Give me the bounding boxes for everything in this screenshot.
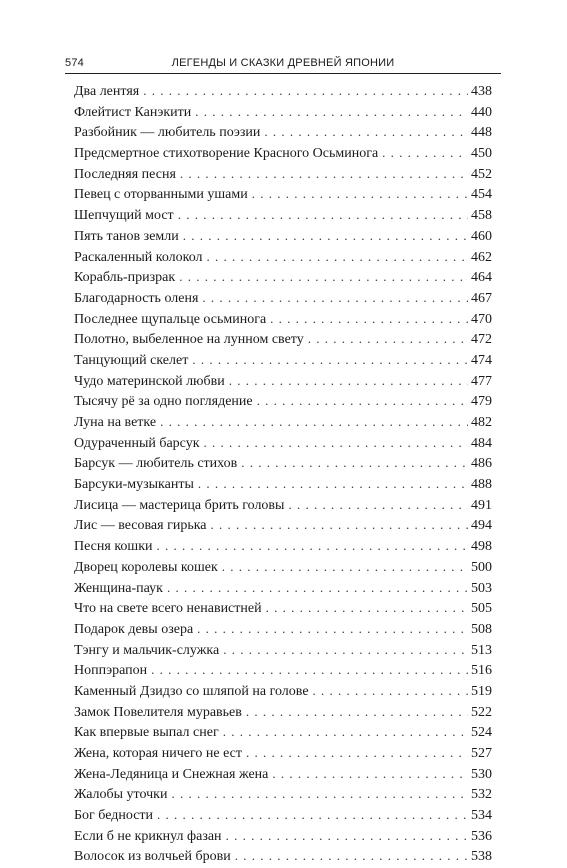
toc-entry — [74, 764, 492, 785]
toc-entry-page: 470 — [471, 311, 492, 327]
dot-leader — [288, 495, 468, 516]
toc-entry — [74, 329, 492, 350]
toc-entry — [74, 205, 492, 226]
dot-leader — [252, 184, 468, 205]
toc-entry — [74, 102, 492, 123]
toc-entry — [74, 660, 492, 681]
toc-entry-page: 450 — [471, 146, 492, 162]
toc-entry-title: Разбойник — любитель поэзии — [74, 125, 261, 141]
toc-entry — [74, 536, 492, 557]
toc-entry-page: 438 — [471, 84, 492, 99]
toc-entry-page: 462 — [471, 249, 492, 265]
toc-entry-page: 448 — [471, 125, 492, 141]
toc-entry-title: Замок Повелителя муравьев — [74, 704, 242, 720]
toc-entry-title: Танцующий скелет — [74, 352, 189, 368]
toc-entry-page: 527 — [471, 746, 492, 761]
toc-entry-page: 479 — [471, 394, 492, 410]
dot-leader — [313, 681, 468, 702]
toc-entry-page: 458 — [471, 208, 492, 224]
dot-leader — [382, 143, 468, 164]
toc-entry-page: 498 — [471, 539, 492, 555]
toc-entry — [74, 805, 492, 826]
toc-entry — [74, 184, 492, 205]
toc-entry — [74, 412, 492, 433]
toc-entry-page: 454 — [471, 187, 492, 203]
toc-entry-title: Жена-Ледяница и Снежная жена — [74, 766, 269, 782]
toc-entry-page: 513 — [471, 642, 492, 658]
toc-entry — [74, 515, 492, 536]
toc-entry-title: Последнее щупальце осьминога — [74, 311, 267, 327]
toc-entry-title: Каменный Дзидзо со шляпой на голове — [74, 683, 309, 699]
dot-leader — [272, 764, 468, 785]
dot-leader — [180, 164, 468, 185]
toc-entry-page: 508 — [471, 621, 492, 637]
toc-entry-title: Певец с оторванными ушами — [74, 187, 248, 203]
toc-entry — [74, 640, 492, 661]
toc-entry — [74, 846, 492, 867]
toc-entry-page: 477 — [471, 373, 492, 389]
toc-entry — [74, 164, 492, 185]
page-number: 574 — [65, 57, 84, 69]
dot-leader — [246, 743, 468, 764]
toc-entry — [74, 681, 492, 702]
dot-leader — [156, 536, 468, 557]
toc-entry — [74, 453, 492, 474]
toc-entry-page: 452 — [471, 166, 492, 182]
toc-entry — [74, 598, 492, 619]
dot-leader — [160, 412, 468, 433]
toc-entry-page: 519 — [471, 683, 492, 699]
toc-entry — [74, 288, 492, 309]
toc-entry-page: 488 — [471, 477, 492, 493]
toc-entry-page: 491 — [471, 497, 492, 513]
toc-entry-page: 538 — [471, 849, 492, 865]
toc-entry-page: 524 — [471, 725, 492, 741]
toc-entry — [74, 474, 492, 495]
toc-entry-title: Последняя песня — [74, 166, 176, 182]
dot-leader — [151, 660, 468, 681]
toc-entry-title: Лисица — мастерица брить головы — [74, 497, 285, 513]
dot-leader — [235, 846, 468, 867]
toc-entry-page: 532 — [471, 787, 492, 803]
toc-entry-title: Одураченный барсук — [74, 435, 200, 451]
dot-leader — [204, 433, 468, 454]
toc-entry — [74, 143, 492, 164]
toc-entry — [74, 371, 492, 392]
toc-entry-title: Как впервые выпал снег — [74, 725, 219, 741]
dot-leader — [266, 598, 468, 619]
toc-entry-title: Что на свете всего ненавистней — [74, 601, 262, 617]
running-title: ЛЕГЕНДЫ И СКАЗКИ ДРЕВНЕЙ ЯПОНИИ — [171, 57, 395, 69]
toc-entry-page: 440 — [471, 104, 492, 120]
toc-entry-title: Полотно, выбеленное на лунном свету — [74, 332, 304, 348]
toc-entry-title: Корабль-призрак — [74, 270, 176, 286]
toc-entry-title: Барсуки-музыканты — [74, 477, 194, 493]
toc-entry-title: Шепчущий мост — [74, 208, 174, 224]
toc-entry-title: Предсмертное стихотворение Красного Осьминога — [74, 146, 379, 162]
toc-entry-title: Два лентяя — [74, 84, 140, 99]
toc-entry-page: 516 — [471, 663, 492, 679]
toc-entry — [74, 784, 492, 805]
dot-leader — [167, 578, 468, 599]
toc-entry — [74, 743, 492, 764]
dot-leader — [226, 826, 468, 847]
toc-entry-title: Бог бедности — [74, 808, 154, 824]
toc-entry-title: Раскаленный колокол — [74, 249, 203, 265]
toc-entry-title: Подарок девы озера — [74, 621, 194, 637]
toc-entry-title: Жена, которая ничего не ест — [74, 746, 242, 761]
toc-entry — [74, 350, 492, 371]
toc-entry-title: Если б не крикнул фазан — [74, 828, 222, 844]
toc-entry — [74, 826, 492, 847]
dot-leader — [178, 205, 468, 226]
toc-entry-page: 486 — [471, 456, 492, 472]
toc-entry-page: 472 — [471, 332, 492, 348]
dot-leader — [183, 226, 468, 247]
toc-entry — [74, 722, 492, 743]
dot-leader — [223, 722, 468, 743]
toc-entry-page: 460 — [471, 228, 492, 244]
toc-entry — [74, 267, 492, 288]
dot-leader — [241, 453, 468, 474]
toc-entry-title: Луна на ветке — [74, 415, 157, 430]
dot-leader — [270, 309, 468, 330]
toc-entry — [74, 81, 492, 102]
toc-entry-page: 484 — [471, 435, 492, 451]
dot-leader — [207, 247, 468, 268]
dot-leader — [211, 515, 468, 536]
toc-entry — [74, 578, 492, 599]
dot-leader — [192, 350, 468, 371]
dot-leader — [195, 102, 468, 123]
toc-entry-title: Тысячу рё за одно поглядение — [74, 394, 253, 410]
toc-entry-title: Лис — весовая гирька — [74, 518, 207, 534]
toc-entry — [74, 391, 492, 412]
toc-entry-title: Жалобы уточки — [74, 787, 168, 803]
toc-entry-title: Тэнгу и мальчик-служка — [74, 642, 220, 658]
dot-leader — [179, 267, 468, 288]
dot-leader — [171, 784, 468, 805]
toc-entry-page: 503 — [471, 580, 492, 596]
dot-leader — [308, 329, 468, 350]
page-header — [65, 56, 501, 74]
toc-entry-page: 464 — [471, 270, 492, 286]
toc-entry — [74, 557, 492, 578]
dot-leader — [198, 474, 468, 495]
toc-entry-page: 530 — [471, 766, 492, 782]
toc-entry-title: Барсук — любитель стихов — [74, 456, 238, 472]
toc-entry-title: Флейтист Канэкити — [74, 104, 192, 120]
toc-entry-title: Чудо материнской любви — [74, 373, 225, 389]
toc-entry — [74, 495, 492, 516]
toc-entry — [74, 122, 492, 143]
toc-entry — [74, 247, 492, 268]
table-of-contents — [74, 81, 492, 867]
toc-entry — [74, 433, 492, 454]
toc-entry-title: Волосок из волчьей брови — [74, 849, 231, 865]
toc-entry-title: Ноппэрапон — [74, 663, 148, 679]
toc-entry-page: 482 — [471, 415, 492, 430]
dot-leader — [143, 81, 468, 102]
toc-entry-title: Песня кошки — [74, 539, 153, 555]
toc-entry — [74, 226, 492, 247]
toc-entry-page: 467 — [471, 290, 492, 306]
dot-leader — [197, 619, 468, 640]
toc-entry — [74, 619, 492, 640]
toc-entry — [74, 702, 492, 723]
dot-leader — [246, 702, 468, 723]
header-rule — [65, 73, 501, 74]
dot-leader — [202, 288, 468, 309]
toc-entry-page: 505 — [471, 601, 492, 617]
toc-entry-title: Пять танов земли — [74, 228, 179, 244]
toc-entry-title: Женщина-паук — [74, 580, 163, 596]
toc-entry-title: Дворец королевы кошек — [74, 559, 218, 575]
toc-entry-page: 534 — [471, 808, 492, 824]
dot-leader — [223, 640, 468, 661]
dot-leader — [222, 557, 468, 578]
dot-leader — [229, 371, 468, 392]
toc-entry-page: 494 — [471, 518, 492, 534]
dot-leader — [264, 122, 468, 143]
toc-entry-page: 536 — [471, 828, 492, 844]
dot-leader — [257, 391, 468, 412]
toc-entry-title: Благодарность оленя — [74, 290, 199, 306]
toc-entry-page: 474 — [471, 352, 492, 368]
toc-entry — [74, 309, 492, 330]
toc-entry-page: 500 — [471, 559, 492, 575]
toc-entry-page: 522 — [471, 704, 492, 720]
dot-leader — [157, 805, 468, 826]
